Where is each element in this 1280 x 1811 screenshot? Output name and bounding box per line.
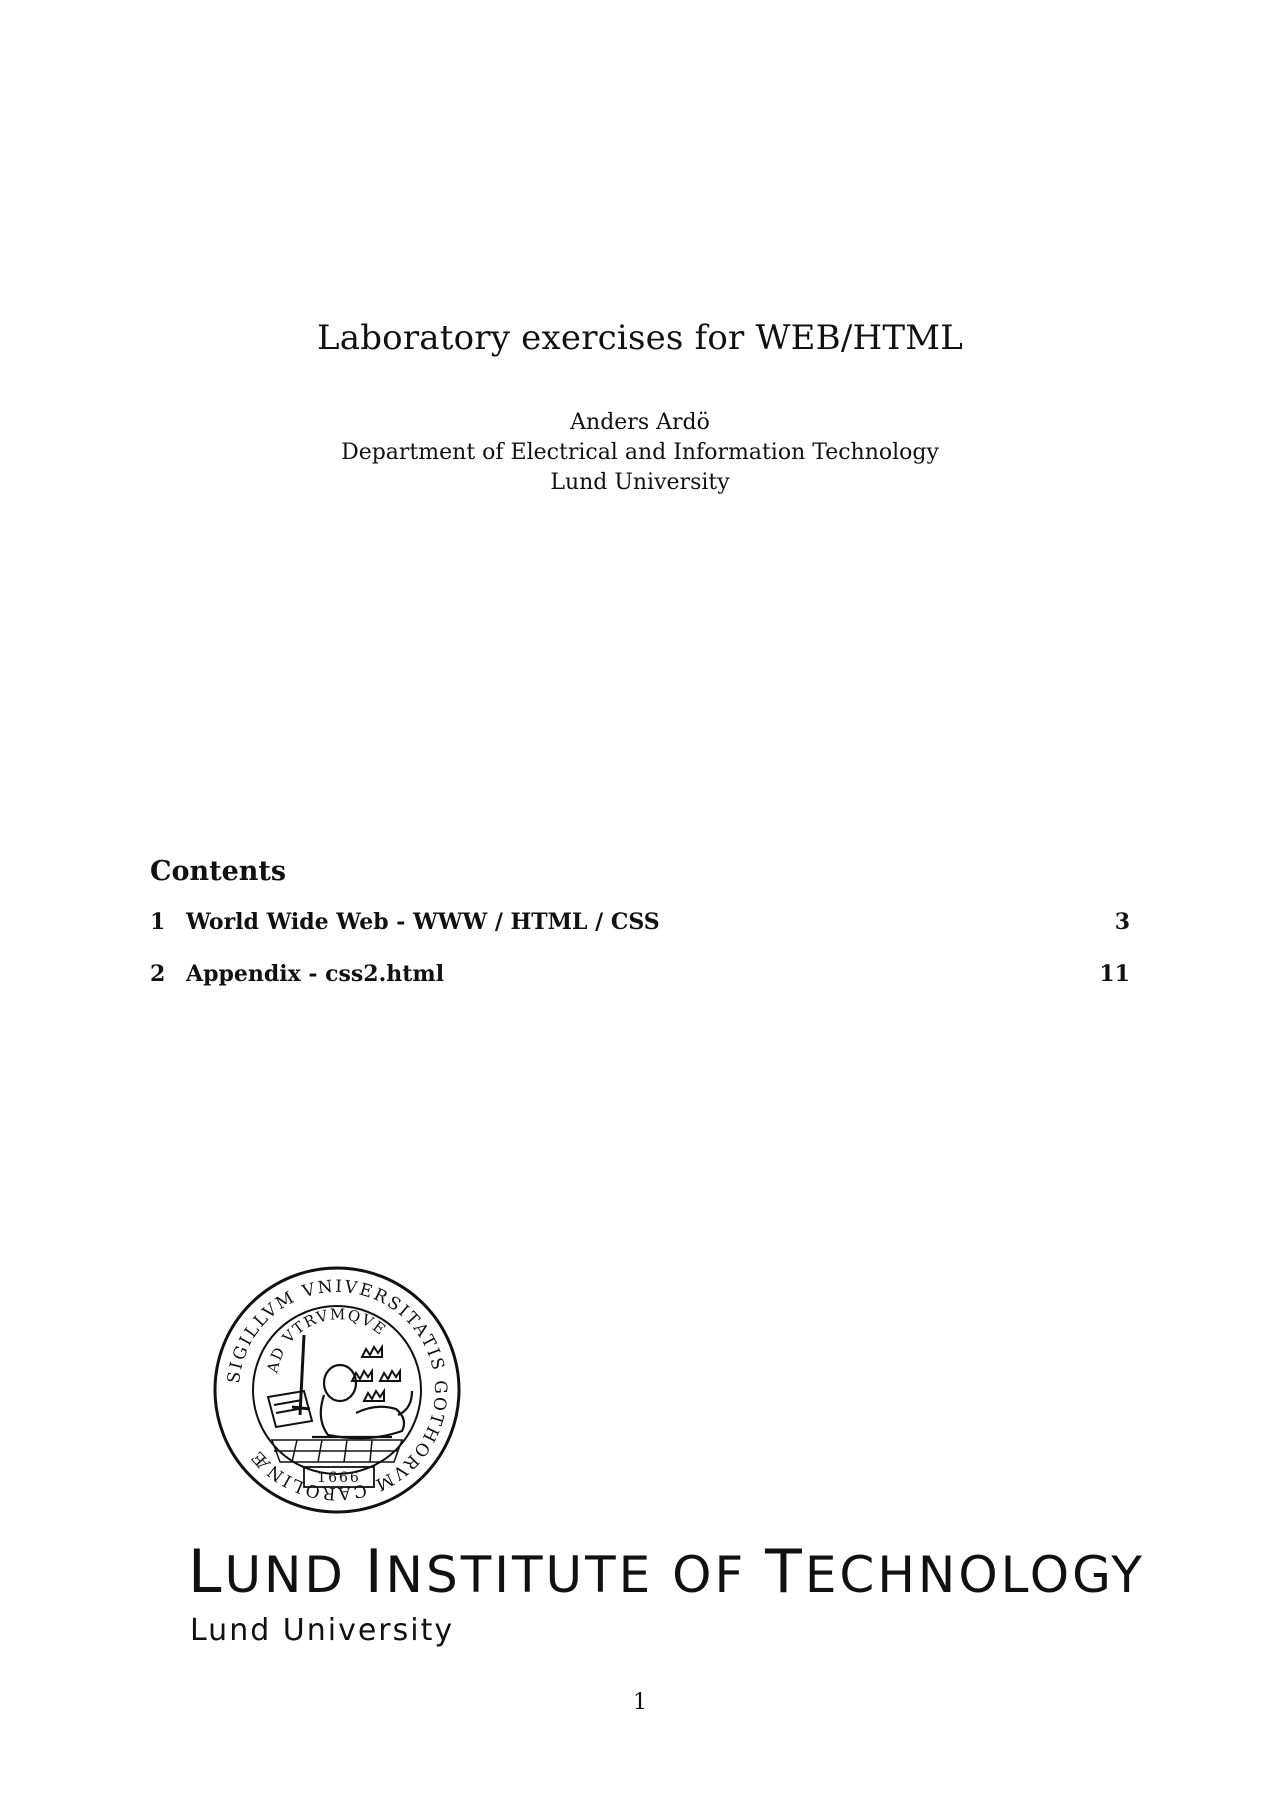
- toc-entry-page: 3: [1114, 909, 1130, 935]
- toc-entry-title: World Wide Web - WWW / HTML / CSS: [186, 909, 660, 935]
- logo-subtitle: Lund University: [190, 1613, 455, 1648]
- seal-motto: AD VTRVMQVE: [263, 1305, 390, 1375]
- toc-entry-number: 1: [150, 909, 166, 935]
- table-of-contents: [150, 856, 1130, 1013]
- toc-entry-title: Appendix - css2.html: [186, 961, 445, 987]
- seal-year: 1666: [317, 1470, 361, 1486]
- document-title: Laboratory exercises for WEB/HTML: [316, 318, 964, 358]
- university-seal-icon: [212, 1265, 462, 1515]
- author-block: [0, 408, 1280, 498]
- page-number: 1: [633, 1690, 647, 1715]
- title-block: [0, 318, 1280, 358]
- contents-heading: Contents: [150, 856, 287, 887]
- svg-text:AD VTRVMQVE: [263, 1305, 390, 1375]
- author-name: Anders Ardö: [570, 410, 710, 435]
- author-university: Lund University: [550, 470, 730, 495]
- institute-name: LUND INSTITUTE OF TECHNOLOGY: [188, 1537, 1145, 1607]
- seal-text: SIGILLVM VNIVERSITATIS GOTHORVM CAROLINÆ: [224, 1276, 451, 1504]
- author-department: Department of Electrical and Information Technology: [341, 440, 939, 465]
- toc-entry[interactable]: [150, 909, 1130, 943]
- toc-entry-page: 11: [1099, 961, 1130, 987]
- toc-entry-number: 2: [150, 961, 166, 987]
- toc-entry[interactable]: [150, 961, 1130, 995]
